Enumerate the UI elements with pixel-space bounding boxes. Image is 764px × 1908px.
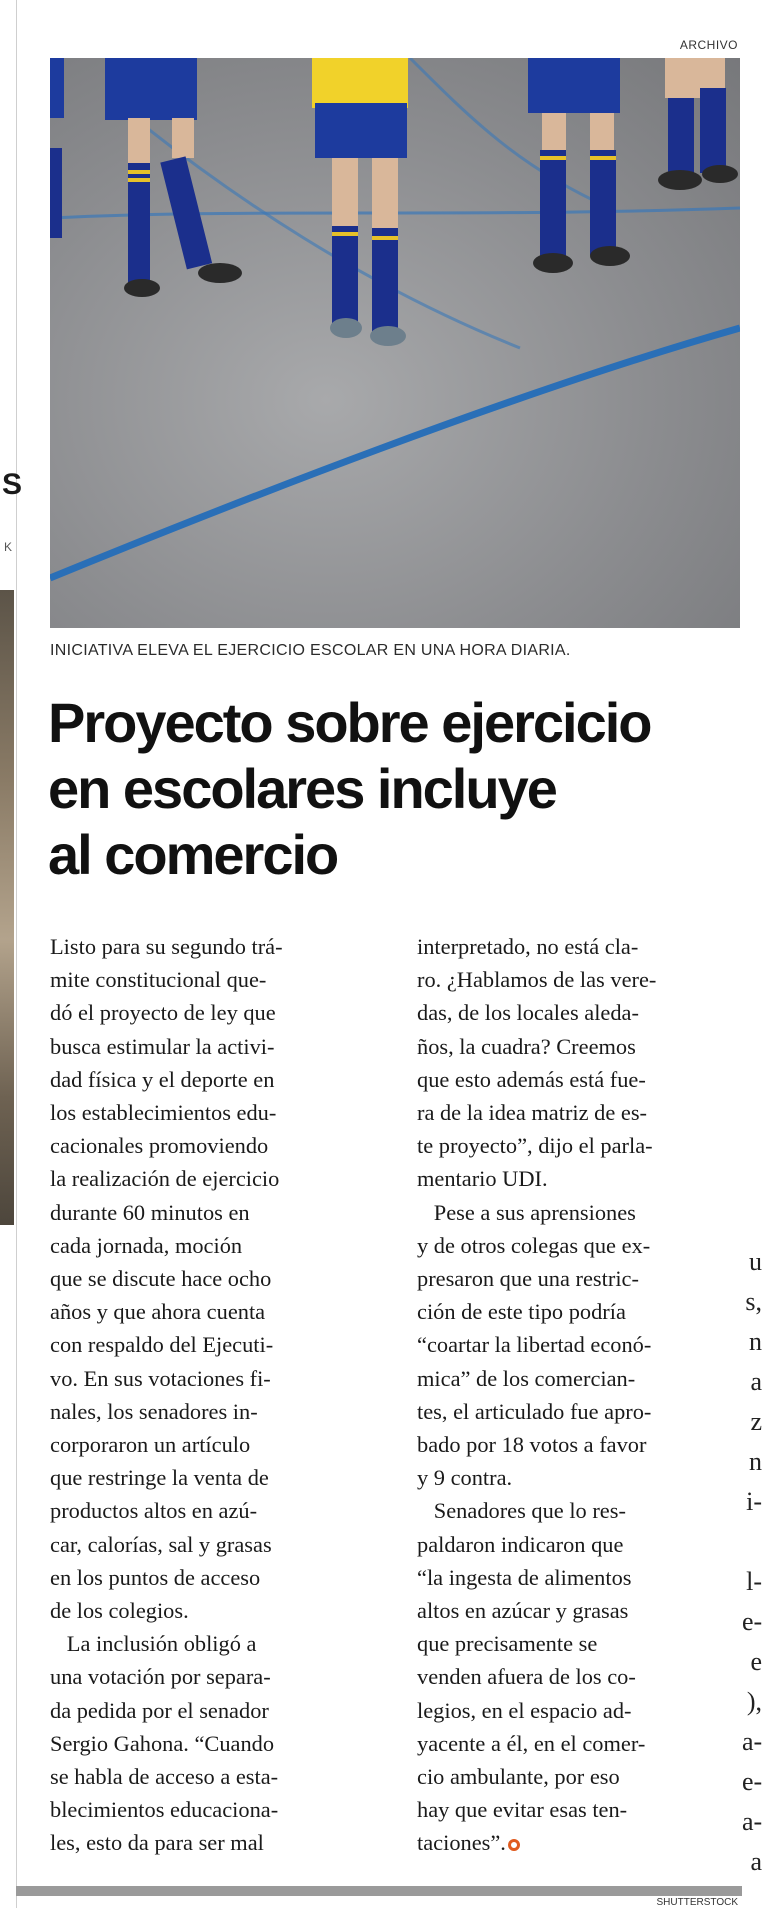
headline-line: al comercio bbox=[48, 823, 338, 886]
body-text-line: ños, la cuadra? Creemos bbox=[417, 1033, 636, 1059]
body-text-line: una votación por separa- bbox=[50, 1664, 271, 1690]
body-text-line: Pese a sus aprensiones bbox=[417, 1199, 636, 1225]
body-text-line: venden afuera de los co- bbox=[417, 1664, 636, 1690]
body-text-line: nales, los senadores in- bbox=[50, 1398, 258, 1424]
body-text-line: da pedida por el senador bbox=[50, 1697, 269, 1723]
body-text-line: Sergio Gahona. “Cuando bbox=[50, 1730, 275, 1756]
body-text-line: busca estimular la activi- bbox=[50, 1033, 275, 1059]
body-text-line: de los colegios. bbox=[50, 1598, 189, 1624]
body-text-line: mentario UDI. bbox=[417, 1166, 548, 1192]
page-bottom-rule bbox=[16, 1886, 742, 1896]
body-text-line: productos altos en azú- bbox=[50, 1498, 258, 1524]
adjacent-text-fragment: l- bbox=[746, 1567, 762, 1596]
body-text-line: das, de los locales aleda- bbox=[417, 1000, 639, 1026]
body-text-line: interpretado, no está cla- bbox=[417, 934, 639, 959]
body-text-line: mite constitucional que- bbox=[50, 967, 267, 993]
body-text-line: Listo para su segundo trá- bbox=[50, 934, 283, 959]
body-text-line: con respaldo del Ejecuti- bbox=[50, 1332, 274, 1358]
body-text-line: car, calorías, sal y grasas bbox=[50, 1531, 272, 1557]
body-text-line: se habla de acceso a esta- bbox=[50, 1764, 279, 1790]
body-text-line: cacionales promoviendo bbox=[50, 1133, 269, 1159]
body-text-line: en los puntos de acceso bbox=[50, 1564, 261, 1590]
body-text-line: “coartar la libertad econó- bbox=[417, 1332, 652, 1358]
adjacent-text-fragment: n bbox=[749, 1327, 762, 1356]
adjacent-text-fragment: z bbox=[750, 1407, 762, 1436]
body-text-line: blecimientos educaciona- bbox=[50, 1797, 279, 1823]
article-photo bbox=[50, 58, 740, 628]
adjacent-text-fragment: a bbox=[750, 1847, 762, 1876]
body-text-line: legios, en el espacio ad- bbox=[417, 1697, 632, 1723]
adjacent-text-fragment: e bbox=[750, 1647, 762, 1676]
photo-illustration bbox=[50, 58, 740, 628]
body-text-line: que esto además está fue- bbox=[417, 1066, 646, 1092]
body-text-line: cada jornada, moción bbox=[50, 1232, 243, 1258]
body-text-line: “la ingesta de alimentos bbox=[417, 1564, 632, 1590]
body-text-line: los establecimientos edu- bbox=[50, 1100, 277, 1126]
body-text-line: corporaron un artículo bbox=[50, 1432, 251, 1458]
body-text-line: tes, el articulado fue apro- bbox=[417, 1398, 652, 1424]
body-text-line: presaron que una restric- bbox=[417, 1266, 639, 1292]
photo-credit: ARCHIVO bbox=[679, 38, 738, 52]
body-text-line: ra de la idea matriz de es- bbox=[417, 1100, 647, 1126]
body-text-line: bado por 18 votos a favor bbox=[417, 1432, 647, 1458]
body-text-line: hay que evitar esas ten- bbox=[417, 1797, 628, 1823]
adjacent-text-fragment: u bbox=[749, 1247, 762, 1276]
adjacent-headline-fragment: S bbox=[2, 468, 23, 501]
article-headline bbox=[48, 690, 748, 888]
body-text-line: durante 60 minutos en bbox=[50, 1199, 250, 1225]
adjacent-text-fragment: n bbox=[749, 1447, 762, 1476]
adjacent-text-fragment: ), bbox=[746, 1687, 762, 1716]
body-text-line: te proyecto”, dijo el parla- bbox=[417, 1133, 653, 1159]
body-text-line: yacente a él, en el comer- bbox=[417, 1730, 646, 1756]
body-text-line: que restringe la venta de bbox=[50, 1465, 269, 1491]
body-text-line: y 9 contra. bbox=[417, 1465, 513, 1491]
headline-line: en escolares incluye bbox=[48, 757, 556, 820]
body-text-line: la realización de ejercicio bbox=[50, 1166, 280, 1192]
body-text-line: que precisamente se bbox=[417, 1631, 598, 1657]
body-text-line: años y que ahora cuenta bbox=[50, 1299, 266, 1325]
adjacent-text-fragment: s, bbox=[745, 1287, 762, 1316]
adjacent-text-fragment: e- bbox=[742, 1607, 763, 1636]
adjacent-text-fragment: e- bbox=[742, 1767, 763, 1796]
body-text-line: Senadores que lo res- bbox=[417, 1498, 626, 1524]
body-text-line: vo. En sus votaciones fi- bbox=[50, 1365, 271, 1391]
adjacent-text-fragment: i- bbox=[746, 1487, 762, 1516]
body-text-line: paldaron indicaron que bbox=[417, 1531, 624, 1557]
end-of-article-icon bbox=[508, 1839, 520, 1851]
body-text-line: La inclusión obligó a bbox=[50, 1631, 257, 1657]
body-text-line: les, esto da para ser mal bbox=[50, 1830, 264, 1856]
body-text-line: y de otros colegas que ex- bbox=[417, 1232, 651, 1258]
footer-credit: SHUTTERSTOCK bbox=[656, 1897, 738, 1908]
body-text-line: mica” de los comercian- bbox=[417, 1365, 636, 1391]
headline-line: Proyecto sobre ejercicio bbox=[48, 691, 651, 754]
body-text-line: ción de este tipo podría bbox=[417, 1299, 626, 1325]
body-text-line: que se discute hace ocho bbox=[50, 1266, 272, 1292]
body-text-line: dad física y el deporte en bbox=[50, 1066, 275, 1092]
adjacent-text-fragment: a bbox=[750, 1367, 762, 1396]
adjacent-credit-fragment: K bbox=[4, 540, 13, 554]
body-text-line: altos en azúcar y grasas bbox=[417, 1598, 629, 1624]
body-text-line: cio ambulante, por eso bbox=[417, 1764, 620, 1790]
photo-caption: INICIATIVA ELEVA EL EJERCICIO ESCOLAR EN UNA HORA DIARIA. bbox=[50, 642, 571, 659]
body-text-line: ro. ¿Hablamos de las vere- bbox=[417, 967, 657, 993]
adjacent-photo-fragment bbox=[0, 590, 14, 1225]
article-body-column-1 bbox=[50, 930, 375, 1860]
body-text-line: taciones”. bbox=[417, 1826, 740, 1859]
adjacent-text-fragment: a- bbox=[742, 1807, 763, 1836]
body-text-line: dó el proyecto de ley que bbox=[50, 1000, 276, 1026]
article-body-column-2 bbox=[417, 930, 740, 1860]
adjacent-text-fragment: a- bbox=[742, 1727, 763, 1756]
